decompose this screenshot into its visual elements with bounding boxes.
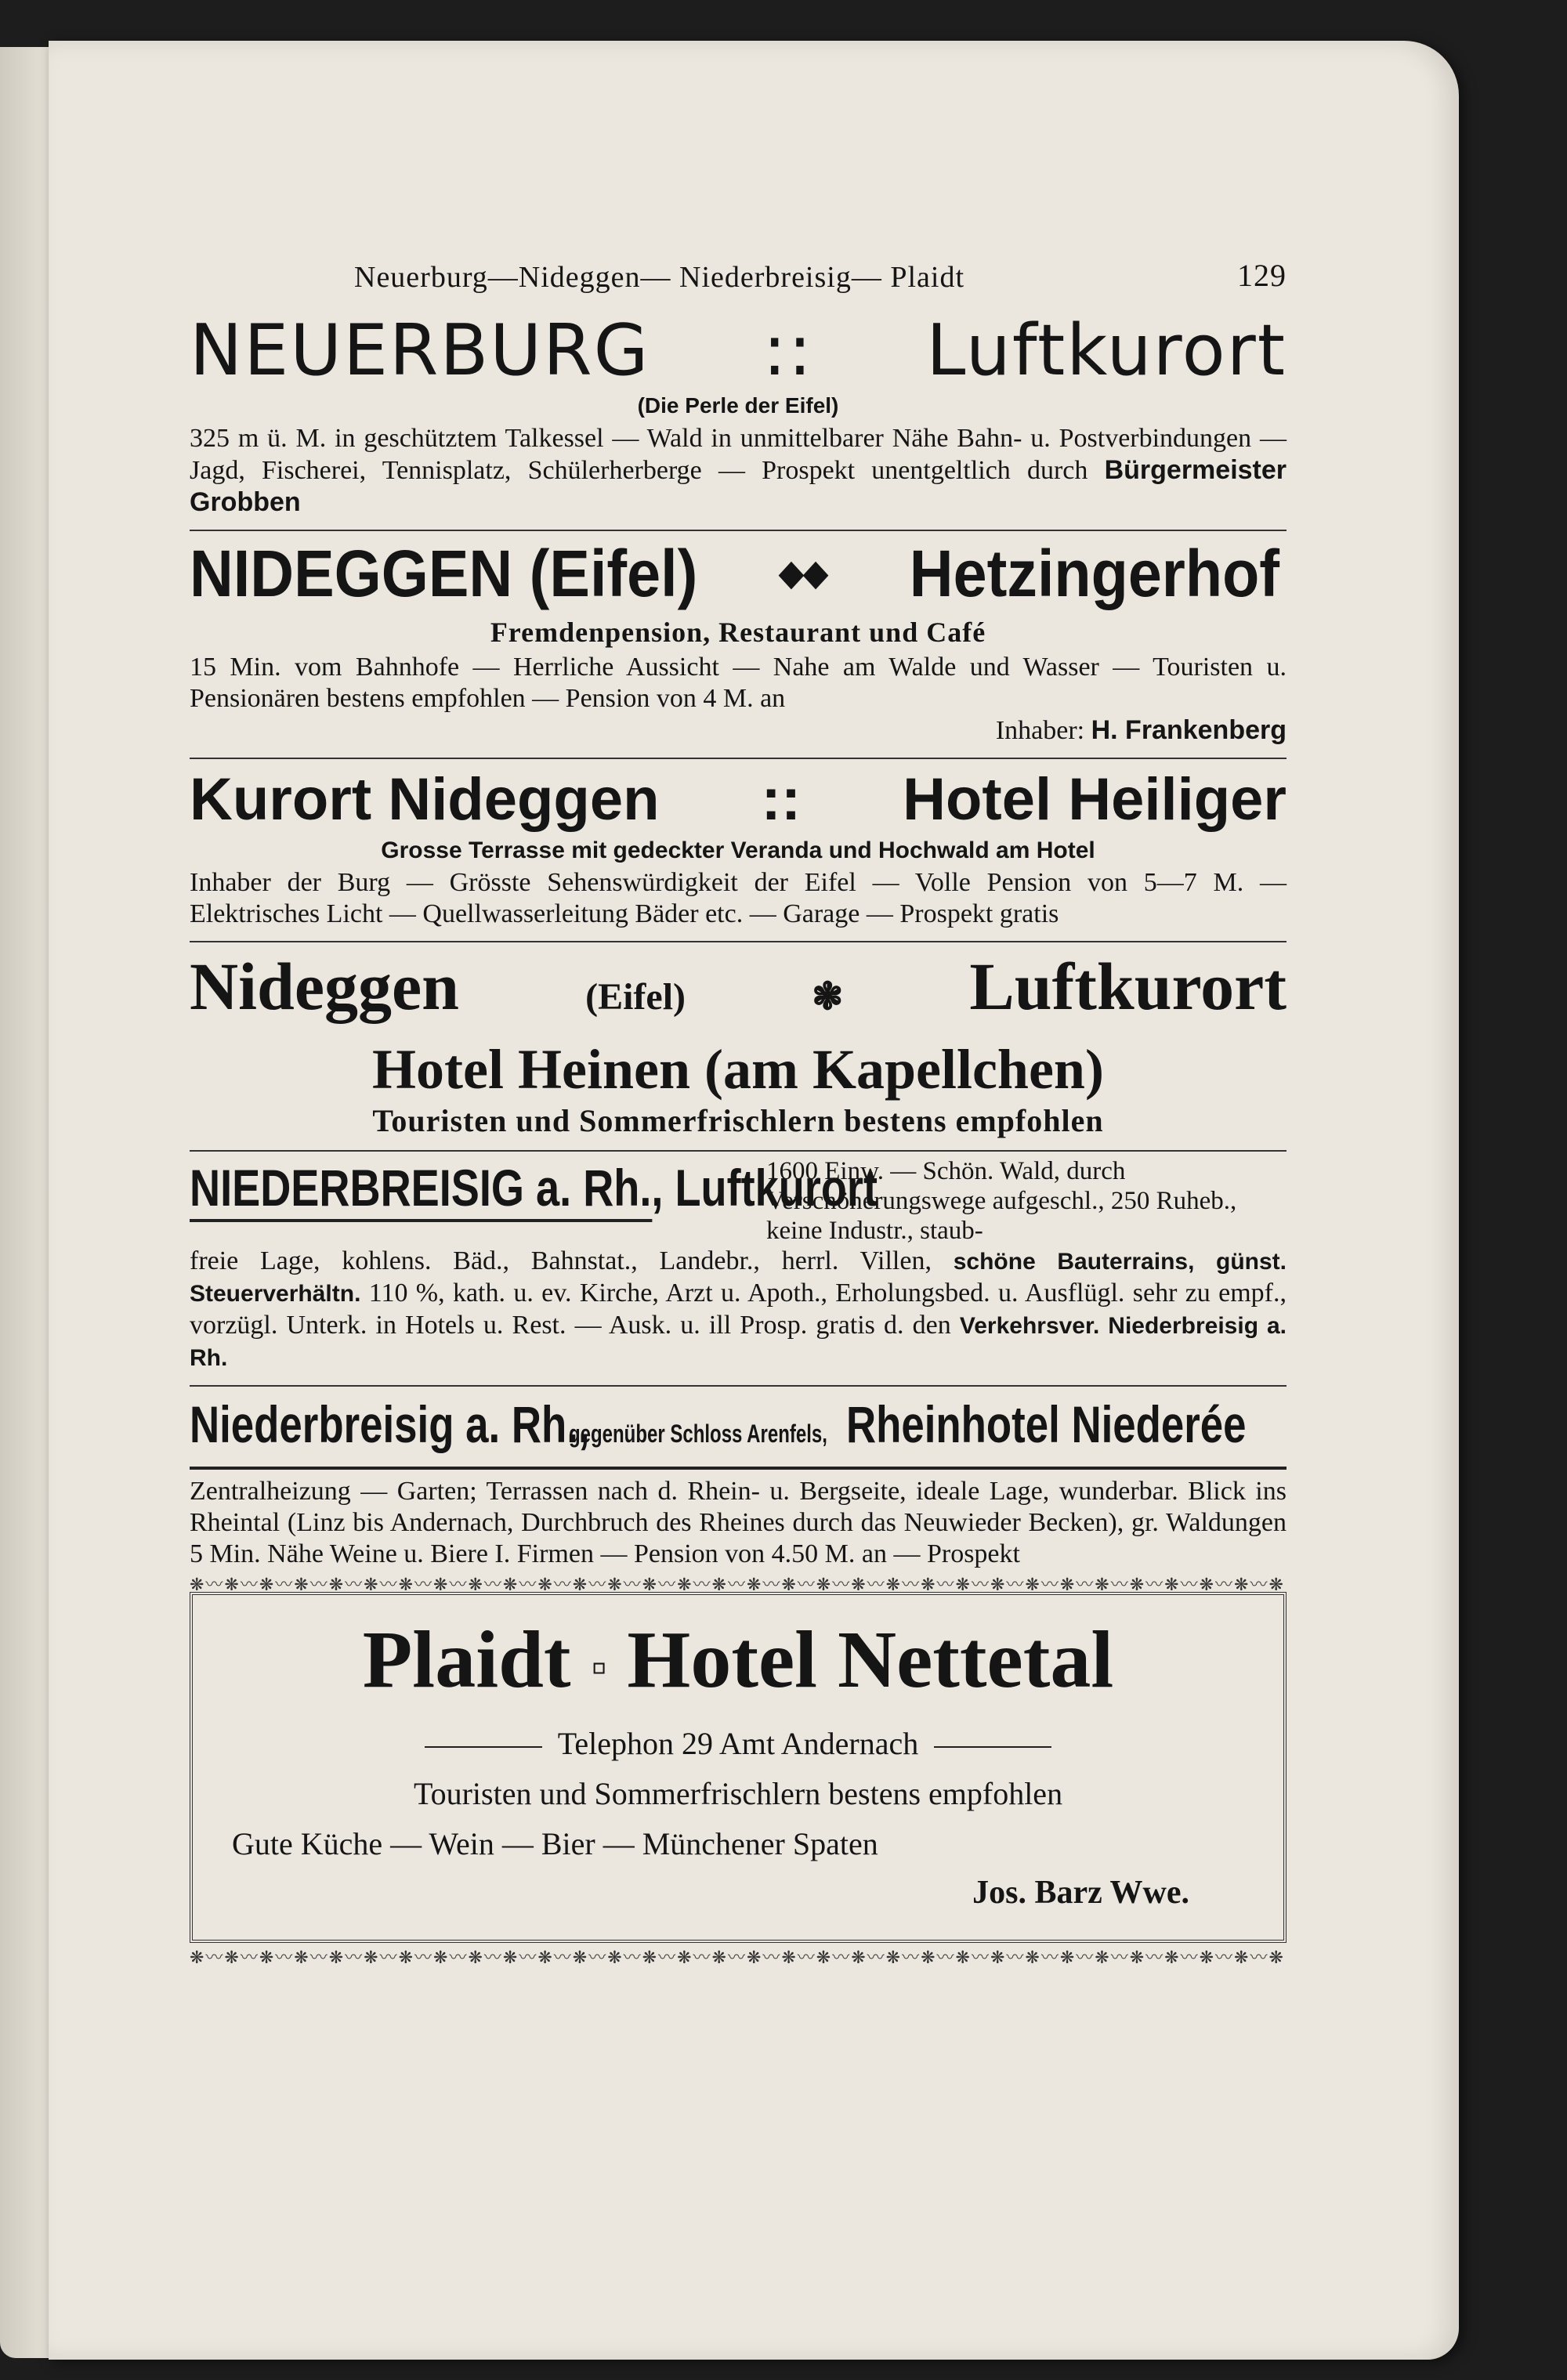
- title-left: NEUERBURG: [190, 309, 650, 392]
- diamond-ornament-icon: ◆◆: [779, 554, 828, 592]
- ad-hetzingerhof-subtitle: Fremdenpension, Restaurant und Café: [490, 617, 986, 648]
- ad-neuerburg-body: [190, 423, 1287, 519]
- running-header: [190, 252, 1287, 307]
- title-separator: ::: [761, 766, 802, 833]
- ad-hetzingerhof-owner: [190, 714, 1287, 747]
- page-content: [190, 252, 1287, 1964]
- ad-neuerburg: [190, 307, 1287, 531]
- title-right: Hetzingerhof: [909, 537, 1280, 610]
- square-ornament-icon: ▫: [591, 1644, 607, 1693]
- ad-rheinhotel-niederee: [190, 1387, 1287, 1581]
- ad-nettetal-owner: Jos. Barz Wwe.: [972, 1875, 1189, 1912]
- owner-label: Inhaber:: [995, 716, 1085, 745]
- ad-niederbreisig-title: NIEDERBREISIG a. Rh., Luftkurort: [190, 1156, 652, 1222]
- ornamental-border-bottom: ❋〰❋〰❋〰❋〰❋〰❋〰❋〰❋〰❋〰❋〰❋〰❋〰❋〰❋〰❋〰❋〰❋〰❋〰❋〰❋〰❋〰❋〰❋〰❋〰❋〰❋〰❋〰❋〰❋〰❋〰❋〰❋: [190, 1948, 1285, 1964]
- ad-niederee-title: [190, 1391, 1287, 1470]
- telephone: Telephon 29 Amt Andernach: [557, 1726, 919, 1762]
- title-separator: ::: [762, 309, 814, 392]
- rule-left: [425, 1746, 542, 1748]
- ad-heiliger-subtitle: Grosse Terrasse mit gedeckter Veranda und Hochwald am Hotel: [381, 837, 1095, 863]
- book-page: [49, 41, 1459, 2360]
- title-left: Niederbreisig a. Rh.,: [190, 1395, 590, 1453]
- ad-neuerburg-title: [190, 309, 1287, 392]
- flower-ornament-icon: ❃: [812, 976, 844, 1018]
- rule-right: [934, 1746, 1051, 1748]
- ad-heiliger-body: Inhaber der Burg — Grösste Sehenswürdigkeit der Eifel — Volle Pension von 5—7 M. — Elektrisches Licht — Quellwasserleitung Bäder etc. — Garage — Prospekt gratis: [190, 868, 1287, 928]
- owner-name: H. Frankenberg: [1091, 715, 1287, 745]
- title-region: (Eifel): [585, 976, 686, 1018]
- ad-niederbreisig-top: [190, 1156, 1287, 1246]
- ad-heinen-title: [190, 947, 1287, 1036]
- title-right: Luftkurort: [926, 309, 1287, 392]
- title-left: Kurort Nideggen: [190, 766, 660, 833]
- adjacent-page-edge: [0, 47, 55, 2358]
- body-middle: 110 %, kath. u. ev. Kirche, Arzt u. Apoth., Erholungsbed. u. Ausflügl. sehr zu empf., vorzügl. Unterk. in Hotels u. Rest. — Ausk. u. ill Prosp. gratis d. den: [190, 1279, 1287, 1340]
- title-left: Nideggen: [190, 949, 459, 1024]
- ad-heiliger-title: [190, 764, 1287, 836]
- title-right: Luftkurort: [969, 949, 1287, 1024]
- page-number: 129: [1237, 258, 1287, 293]
- ad-niederee-body: Zentralheizung — Garten; Terrassen nach d. Rhein- u. Bergseite, ideale Lage, wunderbar. Blick ins Rheintal (Linz bis Andernach, Durchbruch des Rheines durch das Neuwieder Becken), gr. Waldungen 5 Min. Nähe Weine u. Biere I. Firmen — Pension von 4.50 M. an — Prospekt: [190, 1477, 1287, 1568]
- body-bold-contact: Verkehrsver. Niederbreisig a. Rh.: [190, 1313, 1287, 1371]
- ad-hotel-heiliger: [190, 759, 1287, 942]
- contact-name: Bürgermeister Grobben: [190, 455, 1287, 517]
- ad-niederbreisig-side-text: 1600 Einw. — Schön. Wald, durch Verschönerungswege aufgeschl., 250 Ruheb., keine Industr., staub-: [766, 1157, 1237, 1245]
- ad-niederbreisig-luftkurort: [190, 1152, 1287, 1387]
- title-right: Hotel Heiliger: [903, 766, 1287, 833]
- ad-hetzingerhof-title: [190, 536, 1279, 611]
- ad-hetzingerhof: [190, 531, 1287, 759]
- ad-nettetal-telephone-line: [224, 1719, 1252, 1769]
- ad-nettetal-title: [224, 1609, 1252, 1719]
- ad-neuerburg-subtitle: (Die Perle der Eifel): [637, 393, 839, 418]
- ad-heinen-hotel-name: Hotel Heinen (am Kapellchen): [372, 1038, 1104, 1101]
- title-left: Plaidt: [362, 1615, 571, 1705]
- title-right: Rheinhotel Niederée: [846, 1395, 1247, 1453]
- ornamental-border-top: ❋〰❋〰❋〰❋〰❋〰❋〰❋〰❋〰❋〰❋〰❋〰❋〰❋〰❋〰❋〰❋〰❋〰❋〰❋〰❋〰❋〰❋〰❋〰❋〰❋〰❋〰❋〰❋〰❋〰❋〰❋〰❋: [190, 1575, 1285, 1590]
- body-bold-terrains: schöne Bauterrains, günst. Steuerverhältn.: [190, 1249, 1287, 1307]
- running-title: Neuerburg—Nideggen— Niederbreisig— Plaidt: [354, 261, 965, 294]
- body-start: freie Lage, kohlens. Bäd., Bahnstat., Landebr., herrl. Villen,: [190, 1246, 932, 1275]
- ad-nettetal-tagline: Touristen und Sommerfrischlern bestens empfohlen: [413, 1776, 1063, 1812]
- title-right: Hotel Nettetal: [627, 1615, 1114, 1705]
- ad-hotel-nettetal-frame: [190, 1575, 1287, 1964]
- body-text: 325 m ü. M. in geschütztem Talkessel — Wald in unmittelbarer Nähe Bahn- u. Postverbindungen — Jagd, Fischerei, Tennisplatz, Schülerherberge — Prospekt unentgeltlich durch: [190, 424, 1287, 485]
- ad-heinen-tagline: Touristen und Sommerfrischlern bestens empfohlen: [372, 1103, 1104, 1138]
- ad-hetzingerhof-body: 15 Min. vom Bahnhofe — Herrliche Aussicht — Nahe am Walde und Wasser — Touristen u. Pensionären bestens empfohlen — Pension von 4 M. an: [190, 653, 1287, 713]
- ad-niederbreisig-body: [190, 1246, 1287, 1374]
- ad-nettetal-offer: Gute Küche — Wein — Bier — Münchener Spaten: [232, 1826, 878, 1862]
- ad-hotel-heinen: [190, 942, 1287, 1152]
- title-middle: gegenüber Schloss Arenfels,: [569, 1420, 827, 1448]
- title-left: NIDEGGEN (Eifel): [190, 537, 698, 610]
